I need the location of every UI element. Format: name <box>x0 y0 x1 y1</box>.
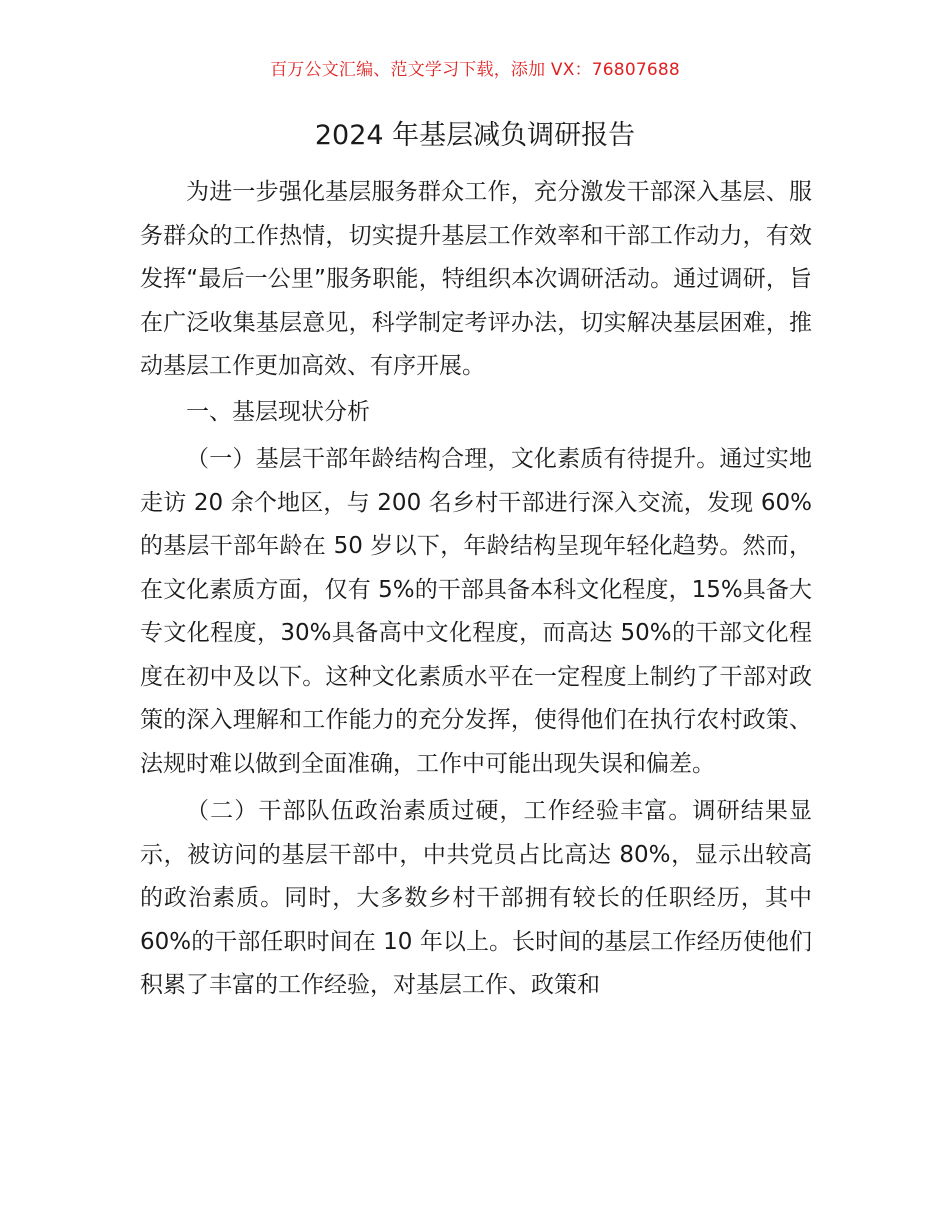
intro-paragraph: 为进一步强化基层服务群众工作，充分激发干部深入基层、服务群众的工作热情，切实提升基层工作效率和干部工作动力，有效发挥“最后一公里”服务职能，特组织本次调研活动。通过调研，旨在广泛收集基层意见，科学制定考评办法，切实解决基层困难，推动基层工作更加高效、有序开展。 <box>140 179 812 379</box>
header-watermark-note: 百万公文汇编、范文学习下载，添加 VX：76807688 <box>270 60 680 80</box>
document-body <box>140 171 812 1008</box>
paragraph-1: （一）基层干部年龄结构合理，文化素质有待提升。通过实地走访 20 余个地区，与 200 名乡村干部进行深入交流，发现 60%的基层干部年龄在 50 岁以下，年龄结构呈现年轻化趋势。然而，在文化素质方面，仅有 5%的干部具备本科文化程度，15%具备大专文化程度，30%具备高中文化程度，而高达 50%的干部文化程度在初中及以下。这种文化素质水平在一定程度上制约了干部对政策的深入理解和工作能力的充分发挥，使得他们在执行农村政策、法规时难以做到全面准确，工作中可能出现失误和偏差。 <box>140 446 812 777</box>
paragraph-2: （二）干部队伍政治素质过硬，工作经验丰富。调研结果显示，被访问的基层干部中，中共党员占比高达 80%，显示出较高的政治素质。同时，大多数乡村干部拥有较长的任职经历，其中 60%的干部任职时间在 10 年以上。长时间的基层工作经历使他们积累了丰富的工作经验，对基层工作、政策和 <box>140 798 812 998</box>
section-heading-1: 一、基层现状分析 <box>186 398 370 425</box>
document-title: 2024 年基层减负调研报告 <box>314 120 636 151</box>
